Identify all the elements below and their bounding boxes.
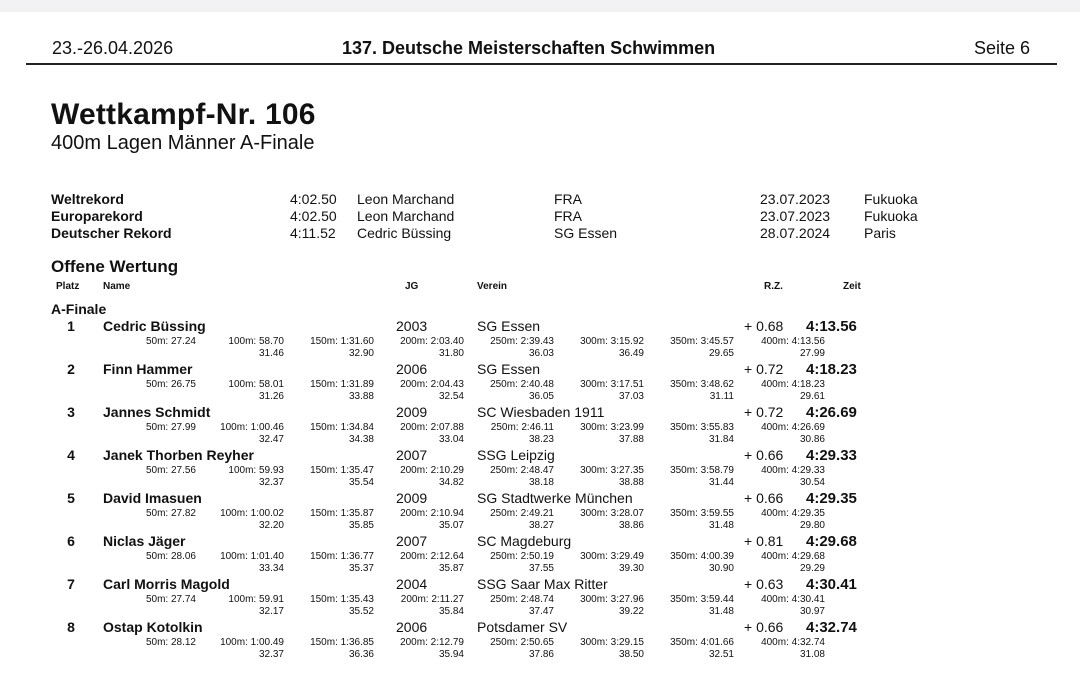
lap-time: 38.18	[528, 477, 554, 488]
split-time: 200m: 2:07.88	[400, 422, 464, 433]
lap-time: 36.49	[618, 348, 644, 359]
athlete-name: Ostap Kotolkin	[103, 619, 203, 635]
athlete-name: Janek Thorben Reyher	[103, 447, 254, 463]
split-time: 400m: 4:18.23	[761, 379, 825, 390]
record-label: Weltrekord	[51, 191, 124, 207]
split-time: 150m: 1:36.85	[310, 637, 374, 648]
result-row	[0, 490, 1080, 533]
split-time: 150m: 1:31.89	[310, 379, 374, 390]
split-time: 250m: 2:39.43	[490, 336, 554, 347]
split-time: 100m: 1:00.49	[220, 637, 284, 648]
lap-time: 32.37	[258, 477, 284, 488]
result-place: 8	[67, 619, 75, 635]
split-time: 50m: 27.24	[145, 336, 196, 347]
lap-time: 38.50	[618, 649, 644, 660]
split-time: 150m: 1:35.47	[310, 465, 374, 476]
header-title: 137. Deutsche Meisterschaften Schwimmen	[342, 38, 716, 58]
lap-time: 35.94	[438, 649, 464, 660]
split-time: 300m: 3:27.35	[580, 465, 644, 476]
lap-time: 31.84	[708, 434, 734, 445]
split-time: 100m: 1:00.02	[220, 508, 284, 519]
split-time: 200m: 2:12.64	[400, 551, 464, 562]
record-label: Deutscher Rekord	[51, 225, 172, 241]
split-time: 250m: 2:50.65	[490, 637, 554, 648]
lap-time: 30.90	[708, 563, 734, 574]
club-name: SG Essen	[477, 318, 541, 334]
final-time: 4:13.56	[806, 318, 857, 335]
column-header-verein: Verein	[477, 281, 508, 292]
birth-year: 2006	[396, 361, 428, 377]
lap-time: 37.47	[528, 606, 554, 617]
split-time: 250m: 2:49.21	[490, 508, 554, 519]
result-place: 4	[67, 447, 75, 463]
lap-time: 32.47	[258, 434, 284, 445]
split-times-line	[0, 551, 1080, 563]
result-place: 1	[67, 318, 75, 334]
lap-time: 29.80	[799, 520, 825, 531]
lap-time: 33.88	[348, 391, 374, 402]
record-time: 4:02.50	[290, 208, 337, 224]
split-time: 150m: 1:35.43	[310, 594, 374, 605]
lap-time: 31.48	[708, 520, 734, 531]
split-time: 150m: 1:35.87	[310, 508, 374, 519]
split-time: 150m: 1:31.60	[310, 336, 374, 347]
result-row	[0, 361, 1080, 404]
result-row	[0, 404, 1080, 447]
split-time: 200m: 2:03.40	[400, 336, 464, 347]
result-main-line	[0, 490, 1080, 508]
record-holder: Leon Marchand	[357, 191, 455, 207]
lap-times-line	[0, 563, 1080, 575]
result-row	[0, 576, 1080, 619]
reaction-time: + 0.72	[744, 404, 784, 420]
results-list	[0, 318, 1080, 662]
lap-time: 38.23	[528, 434, 554, 445]
split-time: 200m: 2:04.43	[400, 379, 464, 390]
record-date: 28.07.2024	[760, 225, 831, 241]
result-main-line	[0, 533, 1080, 551]
lap-time: 32.20	[258, 520, 284, 531]
record-nation: FRA	[554, 208, 582, 224]
event-subtitle: 400m Lagen Männer A-Finale	[51, 132, 315, 154]
reaction-time: + 0.68	[744, 318, 784, 334]
result-main-line	[0, 404, 1080, 422]
lap-time: 33.34	[258, 563, 284, 574]
athlete-name: Jannes Schmidt	[103, 404, 211, 420]
header-divider	[26, 63, 1057, 65]
split-time: 250m: 2:40.48	[490, 379, 554, 390]
lap-time: 31.44	[708, 477, 734, 488]
split-times-line	[0, 379, 1080, 391]
records-table	[0, 191, 1080, 242]
split-time: 300m: 3:28.07	[580, 508, 644, 519]
split-time: 300m: 3:27.96	[580, 594, 644, 605]
column-header-zeit: Zeit	[843, 281, 861, 292]
split-times-line	[0, 594, 1080, 606]
split-time: 100m: 59.93	[228, 465, 284, 476]
lap-time: 35.87	[438, 563, 464, 574]
result-place: 7	[67, 576, 75, 592]
record-row	[0, 225, 1080, 242]
lap-time: 37.88	[618, 434, 644, 445]
split-time: 300m: 3:17.51	[580, 379, 644, 390]
column-header-name: Name	[103, 281, 131, 292]
lap-times-line	[0, 477, 1080, 489]
lap-time: 35.84	[438, 606, 464, 617]
split-time: 400m: 4:30.41	[761, 594, 825, 605]
split-time: 100m: 58.70	[228, 336, 284, 347]
split-time: 350m: 3:58.79	[670, 465, 734, 476]
split-time: 100m: 59.91	[228, 594, 284, 605]
club-name: SSG Saar Max Ritter	[477, 576, 608, 592]
record-date: 23.07.2023	[760, 191, 831, 207]
lap-times-line	[0, 391, 1080, 403]
lap-times-line	[0, 520, 1080, 532]
reaction-time: + 0.66	[744, 447, 784, 463]
final-time: 4:29.35	[806, 490, 857, 507]
lap-time: 37.03	[618, 391, 644, 402]
final-time: 4:30.41	[806, 576, 857, 593]
split-time: 250m: 2:46.11	[490, 422, 554, 433]
split-time: 250m: 2:50.19	[490, 551, 554, 562]
record-time: 4:11.52	[290, 225, 336, 241]
record-place: Fukuoka	[864, 191, 918, 207]
split-time: 350m: 3:59.44	[670, 594, 734, 605]
reaction-time: + 0.66	[744, 490, 784, 506]
lap-time: 38.86	[618, 520, 644, 531]
split-time: 300m: 3:29.49	[580, 551, 644, 562]
lap-time: 32.37	[258, 649, 284, 660]
split-time: 100m: 58.01	[228, 379, 284, 390]
lap-time: 37.55	[528, 563, 554, 574]
result-row	[0, 447, 1080, 490]
athlete-name: Niclas Jäger	[103, 533, 186, 549]
record-row	[0, 191, 1080, 208]
lap-time: 36.36	[348, 649, 374, 660]
column-header-jg: JG	[405, 281, 419, 292]
lap-time: 30.54	[799, 477, 825, 488]
birth-year: 2003	[396, 318, 428, 334]
result-main-line	[0, 318, 1080, 336]
lap-time: 29.65	[708, 348, 734, 359]
lap-times-line	[0, 434, 1080, 446]
lap-time: 35.37	[348, 563, 374, 574]
split-time: 50m: 28.06	[145, 551, 196, 562]
birth-year: 2009	[396, 490, 428, 506]
final-time: 4:29.33	[806, 447, 857, 464]
club-name: SSG Leipzig	[477, 447, 555, 463]
split-time: 50m: 27.74	[145, 594, 196, 605]
result-main-line	[0, 576, 1080, 594]
header-page-number: Seite 6	[973, 38, 1030, 58]
club-name: Potsdamer SV	[477, 619, 568, 635]
header-date: 23.-26.04.2026	[52, 38, 174, 58]
split-time: 350m: 3:55.83	[670, 422, 734, 433]
lap-time: 35.07	[438, 520, 464, 531]
lap-time: 32.54	[438, 391, 464, 402]
lap-time: 38.88	[618, 477, 644, 488]
lap-time: 31.80	[438, 348, 464, 359]
split-time: 50m: 27.82	[145, 508, 196, 519]
lap-time: 31.26	[258, 391, 284, 402]
split-time: 350m: 4:00.39	[670, 551, 734, 562]
group-title: A-Finale	[51, 301, 107, 317]
result-row	[0, 619, 1080, 662]
lap-time: 34.82	[438, 477, 464, 488]
lap-time: 34.38	[348, 434, 374, 445]
top-strip	[0, 0, 1080, 12]
lap-time: 32.90	[348, 348, 374, 359]
lap-times-line	[0, 348, 1080, 360]
split-time: 150m: 1:36.77	[310, 551, 374, 562]
reaction-time: + 0.81	[744, 533, 784, 549]
event-title: Wettkampf-Nr. 106	[51, 98, 316, 131]
split-times-line	[0, 422, 1080, 434]
split-time: 350m: 3:59.55	[670, 508, 734, 519]
reaction-time: + 0.63	[744, 576, 784, 592]
record-row	[0, 208, 1080, 225]
lap-time: 37.86	[528, 649, 554, 660]
final-time: 4:29.68	[806, 533, 857, 550]
split-time: 50m: 27.99	[145, 422, 196, 433]
lap-time: 39.30	[618, 563, 644, 574]
lap-time: 31.08	[799, 649, 825, 660]
split-time: 350m: 3:48.62	[670, 379, 734, 390]
results-column-header	[0, 281, 1080, 295]
split-time: 350m: 3:45.57	[670, 336, 734, 347]
record-date: 23.07.2023	[760, 208, 831, 224]
record-holder: Cedric Büssing	[357, 225, 452, 241]
result-main-line	[0, 447, 1080, 465]
final-time: 4:18.23	[806, 361, 857, 378]
split-time: 300m: 3:23.99	[580, 422, 644, 433]
split-times-line	[0, 637, 1080, 649]
lap-time: 36.03	[528, 348, 554, 359]
lap-time: 30.86	[799, 434, 825, 445]
lap-time: 35.54	[348, 477, 374, 488]
lap-time: 32.17	[258, 606, 284, 617]
birth-year: 2007	[396, 447, 428, 463]
split-time: 50m: 26.75	[145, 379, 196, 390]
split-time: 300m: 3:29.15	[580, 637, 644, 648]
lap-times-line	[0, 649, 1080, 661]
lap-time: 31.11	[709, 391, 734, 402]
club-name: SC Magdeburg	[477, 533, 572, 549]
club-name: SC Wiesbaden 1911	[477, 404, 605, 420]
record-nation: SG Essen	[554, 225, 618, 241]
club-name: SG Stadtwerke München	[477, 490, 633, 506]
athlete-name: David Imasuen	[103, 490, 202, 506]
reaction-time: + 0.72	[744, 361, 784, 377]
split-time: 400m: 4:13.56	[761, 336, 825, 347]
result-place: 5	[67, 490, 75, 506]
split-time: 100m: 1:01.40	[220, 551, 284, 562]
split-time: 350m: 4:01.66	[670, 637, 734, 648]
lap-time: 36.05	[528, 391, 554, 402]
result-place: 2	[67, 361, 75, 377]
split-time: 50m: 28.12	[145, 637, 196, 648]
record-nation: FRA	[554, 191, 582, 207]
birth-year: 2007	[396, 533, 428, 549]
split-time: 400m: 4:29.33	[761, 465, 825, 476]
result-main-line	[0, 361, 1080, 379]
result-place: 3	[67, 404, 75, 420]
record-place: Paris	[864, 225, 896, 241]
record-time: 4:02.50	[290, 191, 337, 207]
final-time: 4:32.74	[806, 619, 857, 636]
record-label: Europarekord	[51, 208, 143, 224]
split-time: 250m: 2:48.47	[490, 465, 554, 476]
result-place: 6	[67, 533, 75, 549]
split-time: 200m: 2:10.29	[400, 465, 464, 476]
split-time: 400m: 4:29.68	[761, 551, 825, 562]
split-time: 150m: 1:34.84	[310, 422, 374, 433]
column-header-platz: Platz	[56, 281, 80, 292]
lap-time: 31.46	[258, 348, 284, 359]
reaction-time: + 0.66	[744, 619, 784, 635]
lap-time: 29.61	[799, 391, 825, 402]
split-time: 200m: 2:12.79	[400, 637, 464, 648]
result-row	[0, 318, 1080, 361]
split-time: 50m: 27.56	[145, 465, 196, 476]
athlete-name: Carl Morris Magold	[103, 576, 230, 592]
lap-times-line	[0, 606, 1080, 618]
split-time: 400m: 4:26.69	[761, 422, 825, 433]
birth-year: 2009	[396, 404, 428, 420]
record-holder: Leon Marchand	[357, 208, 455, 224]
split-times-line	[0, 508, 1080, 520]
split-times-line	[0, 336, 1080, 348]
lap-time: 29.29	[799, 563, 825, 574]
section-title: Offene Wertung	[51, 257, 179, 276]
split-time: 200m: 2:10.94	[400, 508, 464, 519]
club-name: SG Essen	[477, 361, 541, 377]
split-time: 250m: 2:48.74	[490, 594, 554, 605]
split-time: 400m: 4:32.74	[761, 637, 825, 648]
athlete-name: Finn Hammer	[103, 361, 193, 377]
birth-year: 2006	[396, 619, 428, 635]
split-time: 100m: 1:00.46	[220, 422, 284, 433]
record-place: Fukuoka	[864, 208, 918, 224]
lap-time: 38.27	[528, 520, 554, 531]
lap-time: 39.22	[618, 606, 644, 617]
lap-time: 30.97	[799, 606, 825, 617]
lap-time: 35.85	[348, 520, 374, 531]
lap-time: 32.51	[708, 649, 734, 660]
birth-year: 2004	[396, 576, 428, 592]
lap-time: 35.52	[348, 606, 374, 617]
split-times-line	[0, 465, 1080, 477]
final-time: 4:26.69	[806, 404, 857, 421]
lap-time: 31.48	[708, 606, 734, 617]
page-header	[0, 38, 1080, 62]
athlete-name: Cedric Büssing	[103, 318, 206, 334]
lap-time: 27.99	[799, 348, 825, 359]
split-time: 400m: 4:29.35	[761, 508, 825, 519]
lap-time: 33.04	[438, 434, 464, 445]
result-row	[0, 533, 1080, 576]
split-time: 200m: 2:11.27	[400, 594, 464, 605]
split-time: 300m: 3:15.92	[580, 336, 644, 347]
result-main-line	[0, 619, 1080, 637]
column-header-rz: R.Z.	[764, 281, 783, 292]
